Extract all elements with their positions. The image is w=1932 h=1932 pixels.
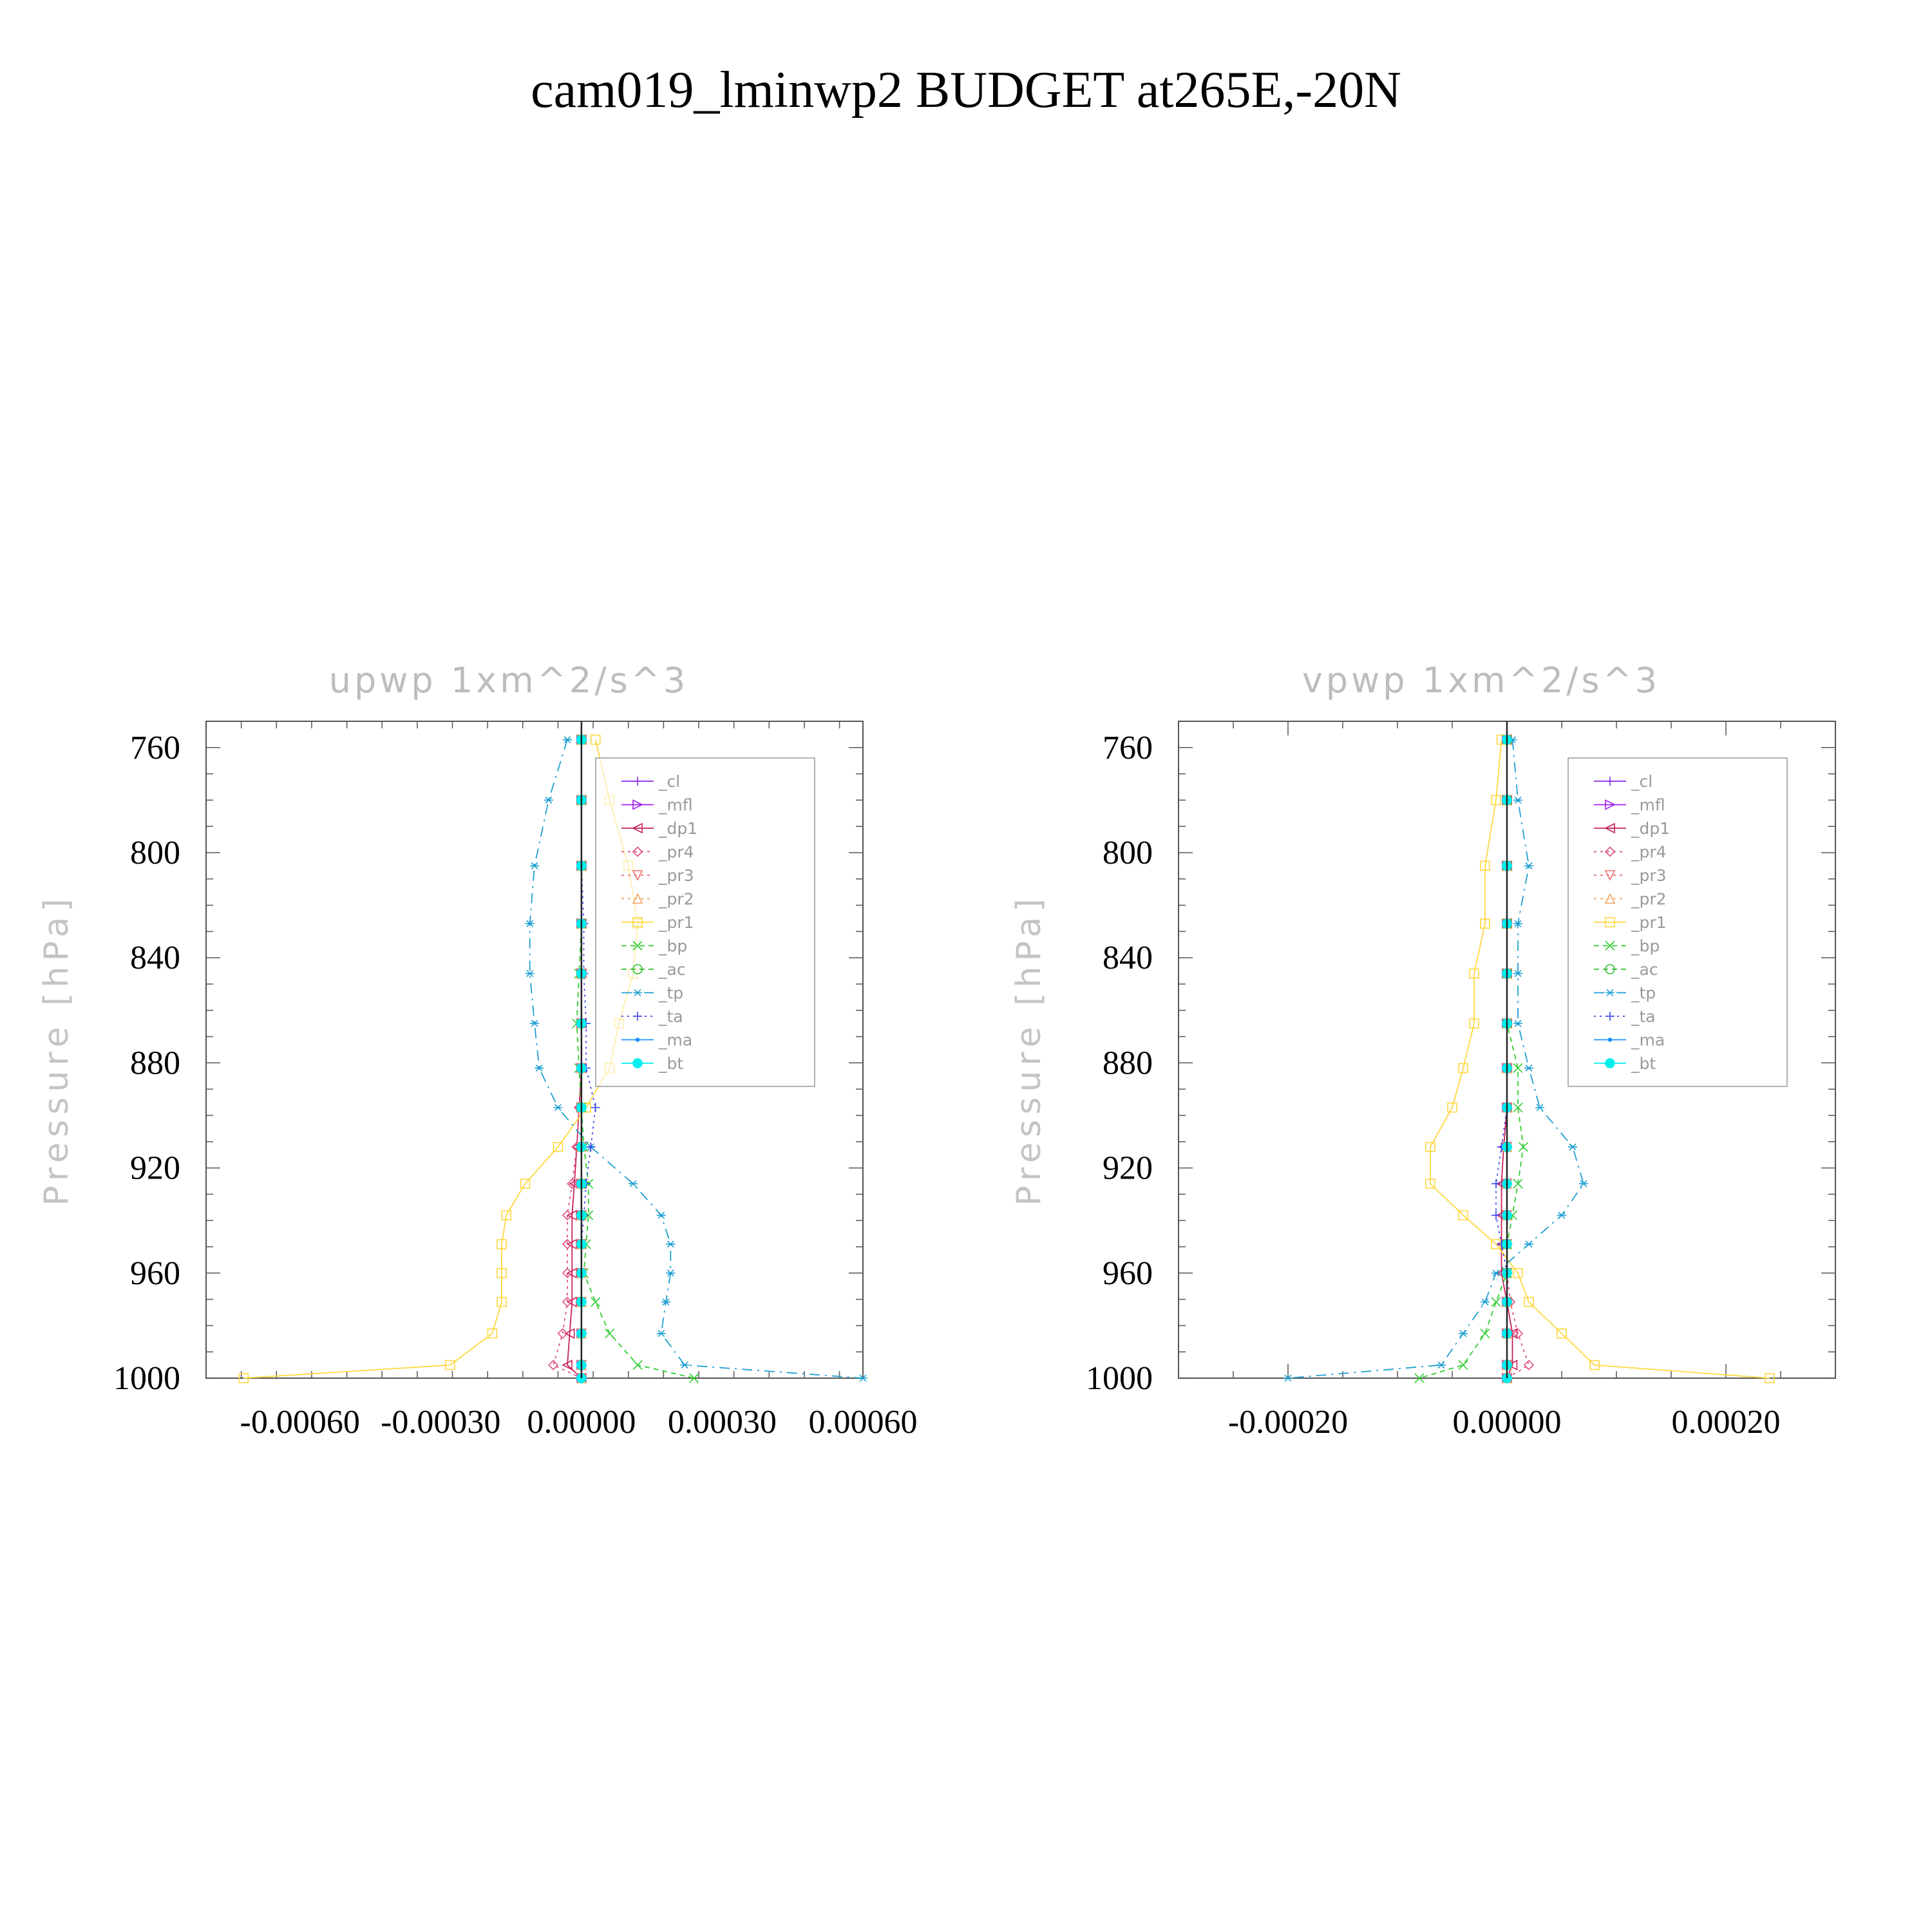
y-tick-label: 840 bbox=[130, 940, 180, 977]
data-point bbox=[1481, 1299, 1490, 1305]
data-point bbox=[1513, 1064, 1522, 1073]
y-tick-label: 1000 bbox=[113, 1360, 180, 1397]
data-point bbox=[591, 1298, 600, 1307]
figure-title: cam019_lminwp2 BUDGET at265E,-20N bbox=[531, 62, 1401, 118]
series-bp bbox=[1415, 735, 1528, 1383]
series-line bbox=[1507, 740, 1529, 1378]
y-tick-label: 880 bbox=[130, 1045, 180, 1082]
data-point bbox=[666, 1241, 675, 1247]
series-line bbox=[1288, 740, 1584, 1378]
y-axis-label: Pressure [hPa] bbox=[37, 893, 76, 1206]
data-point bbox=[549, 1361, 558, 1370]
legend-label: _cl bbox=[1631, 772, 1653, 791]
y-tick-label: 840 bbox=[1103, 940, 1153, 977]
y-tick-label: 960 bbox=[1103, 1255, 1153, 1292]
data-point bbox=[1459, 1331, 1468, 1337]
legend-label: _cl bbox=[659, 772, 681, 791]
y-axis-label: Pressure [hPa] bbox=[1010, 893, 1048, 1206]
legend-label: _bp bbox=[659, 936, 688, 956]
data-point bbox=[1492, 1270, 1501, 1276]
data-point bbox=[544, 797, 553, 804]
data-point bbox=[633, 1361, 642, 1370]
legend-label: _pr1 bbox=[1631, 913, 1667, 932]
data-point bbox=[526, 971, 535, 977]
x-tick-label: -0.00030 bbox=[381, 1404, 501, 1441]
y-tick-label: 920 bbox=[1103, 1150, 1153, 1187]
y-tick-label: 920 bbox=[130, 1150, 180, 1187]
legend bbox=[596, 758, 815, 1086]
series-pr4 bbox=[549, 735, 586, 1383]
x-tick-label: 0.00000 bbox=[527, 1404, 636, 1441]
legend-marker bbox=[633, 1059, 642, 1068]
data-point bbox=[1513, 797, 1522, 804]
data-point bbox=[1492, 1298, 1501, 1307]
data-point bbox=[1535, 1104, 1544, 1111]
legend-label: _ma bbox=[1631, 1030, 1665, 1050]
chart-panel-vpwp bbox=[972, 644, 1906, 1481]
data-point bbox=[1459, 1361, 1468, 1370]
legend-label: _pr3 bbox=[1631, 866, 1667, 885]
data-point bbox=[657, 1212, 666, 1218]
legend bbox=[1568, 758, 1787, 1086]
legend-label: _bt bbox=[659, 1054, 684, 1073]
legend-label: _tp bbox=[1631, 983, 1656, 1003]
x-tick-label: -0.00020 bbox=[1227, 1404, 1349, 1441]
series-tp bbox=[1283, 737, 1588, 1381]
y-tick-label: 800 bbox=[1103, 835, 1153, 871]
y-tick-label: 1000 bbox=[1086, 1360, 1153, 1397]
data-point bbox=[591, 1103, 600, 1112]
data-point bbox=[657, 1331, 666, 1337]
series-line bbox=[1496, 740, 1507, 1378]
data-point bbox=[1492, 1211, 1501, 1220]
data-point bbox=[553, 1104, 562, 1111]
y-tick-label: 880 bbox=[1103, 1045, 1153, 1082]
legend-marker bbox=[636, 1038, 639, 1041]
legend-label: _pr4 bbox=[1631, 842, 1667, 862]
legend-label: _pr3 bbox=[659, 866, 694, 885]
data-point bbox=[1492, 1179, 1501, 1188]
series-line bbox=[582, 740, 596, 1378]
data-point bbox=[591, 735, 600, 744]
data-point bbox=[680, 1362, 689, 1368]
legend-label: _ac bbox=[659, 960, 686, 979]
x-tick-label: 0.00000 bbox=[1452, 1404, 1562, 1441]
legend-label: _bp bbox=[1631, 936, 1660, 956]
legend-label: _pr4 bbox=[659, 842, 694, 862]
data-point bbox=[1579, 1180, 1588, 1187]
y-tick-label: 760 bbox=[1103, 729, 1153, 766]
panel-title: upwp 1xm^2/s^3 bbox=[328, 660, 689, 701]
series-dp1 bbox=[563, 735, 586, 1383]
data-point bbox=[1513, 1020, 1522, 1027]
x-tick-label: 0.00020 bbox=[1671, 1404, 1781, 1441]
legend-label: _pr2 bbox=[1631, 889, 1667, 909]
chart-upwp bbox=[0, 644, 934, 1481]
y-tick-label: 800 bbox=[130, 835, 180, 871]
y-tick-label: 760 bbox=[130, 729, 180, 766]
legend-label: _ta bbox=[659, 1007, 683, 1026]
data-point bbox=[605, 1329, 614, 1338]
legend-marker bbox=[1605, 1059, 1615, 1068]
data-point bbox=[1568, 1144, 1577, 1150]
data-point bbox=[563, 737, 572, 743]
y-tick-label: 960 bbox=[130, 1255, 180, 1292]
legend-marker bbox=[1609, 1038, 1612, 1041]
x-tick-label: 0.00030 bbox=[667, 1404, 777, 1441]
data-point bbox=[1481, 1329, 1490, 1338]
legend-label: _ta bbox=[1631, 1007, 1656, 1026]
series-line bbox=[567, 740, 582, 1378]
legend-label: _dp1 bbox=[1631, 819, 1671, 838]
legend-label: _dp1 bbox=[659, 819, 698, 838]
legend-label: _mfl bbox=[659, 795, 693, 815]
chart-panel-upwp bbox=[0, 644, 934, 1481]
series-line bbox=[553, 740, 582, 1378]
legend-label: _pr2 bbox=[659, 889, 694, 909]
legend-label: _ma bbox=[659, 1030, 693, 1050]
data-point bbox=[1524, 1361, 1533, 1370]
series-ta bbox=[1492, 735, 1511, 1383]
data-point bbox=[1437, 1362, 1446, 1368]
legend-label: _tp bbox=[659, 983, 684, 1003]
x-tick-label: 0.00060 bbox=[808, 1404, 918, 1441]
data-point bbox=[1524, 1065, 1533, 1072]
legend-label: _bt bbox=[1631, 1054, 1656, 1073]
x-tick-label: -0.00060 bbox=[240, 1404, 360, 1441]
legend-label: _pr1 bbox=[659, 913, 694, 932]
legend-label: _mfl bbox=[1631, 795, 1665, 815]
panel-title: vpwp 1xm^2/s^3 bbox=[1302, 660, 1661, 701]
chart-vpwp bbox=[972, 644, 1906, 1481]
legend-label: _ac bbox=[1631, 960, 1658, 979]
